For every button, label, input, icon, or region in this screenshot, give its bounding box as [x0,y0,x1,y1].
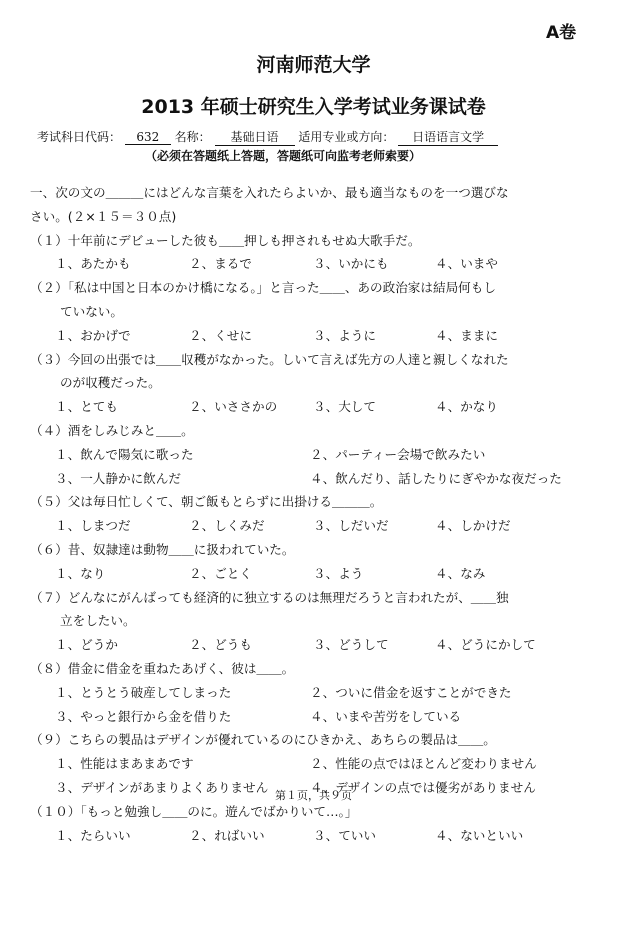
answer-option: １、しまつだ [55,518,131,534]
exam-meta [37,128,498,146]
option-row [30,395,600,419]
answer-option: ３、デザインがあまりよくありません [55,779,269,795]
option-row [30,324,600,348]
answer-option: ４、いまや苦労をしている [310,708,462,724]
question-stem: （４）酒をしみじみと＿＿。 [30,422,194,438]
section-heading-cont: さい。(２×１５＝３０点) [30,208,177,224]
answer-option: ４、どうにかして [435,637,536,653]
answer-option: １、あたかも [55,256,131,272]
question-stem: （１０）「もっと勉強し＿＿のに。遊んでばかりいて…。」 [30,803,358,819]
answer-option: ３、どうして [313,637,389,653]
question-stem: （５）父は毎日忙しくて、朝ご飯もとらずに出掛ける＿＿＿。 [30,494,383,510]
answer-option: ４、なみ [435,565,486,581]
option-row [30,252,600,276]
answer-option: ２、ればいい [189,827,265,843]
question-item [30,586,600,657]
answer-option: ２、ごとく [189,565,252,581]
answer-option: １、とても [55,399,118,415]
answer-option: ２、どうも [189,637,252,653]
question-item [30,800,600,848]
question-item [30,657,600,728]
option-row [30,443,600,467]
exam-title: 2013 年硕士研究生入学考试业务课试卷 [141,96,486,118]
answer-option: ３、ように [313,327,376,343]
answer-option: ２、性能の点ではほとんど変わりません [310,756,537,772]
answer-option: ４、飲んだり、話したりにぎやかな夜だった [310,470,562,486]
option-row [30,705,600,729]
answer-option: ３、よう [313,565,364,581]
answer-option: ３、大して [313,399,376,415]
answer-option: １、飲んで陽気に歌った [55,446,194,462]
code-value: 632 [125,130,171,145]
question-stem: （３）今回の出張では＿＿収穫がなかった。しいて言えば先方の人達と親しくなれた [30,351,509,367]
option-row [30,514,600,538]
answer-option: ２、ついに借金を返すことができた [310,684,512,700]
answer-option: ４、かなり [435,399,498,415]
question-stem-cont: のが収穫だった。 [60,375,161,391]
option-row [30,681,600,705]
question-item [30,229,600,277]
paper-tag: A卷 [546,23,577,43]
answer-option: ３、やっと銀行から金を借りた [55,708,232,724]
question-stem: （８）借金に借金を重ねたあげく、彼は＿＿。 [30,660,295,676]
question-stem-cont: ていない。 [60,303,123,319]
answer-option: ２、いささかの [189,399,278,415]
answer-option: ４、ままに [435,327,498,343]
answer-option: ４、デザインの点では優劣がありません [310,779,536,795]
name-label: 名称： [174,130,211,144]
major-value: 日语语言文学 [398,128,498,146]
answer-option: １、たらいい [55,827,131,843]
question-stem-cont: 立をしたい。 [60,613,136,629]
answer-option: ３、一人静かに飲んだ [55,470,181,486]
question-stem: （２）「私は中国と日本のかけ橋になる。」と言った＿＿、あの政治家は結局何もし [30,280,496,296]
option-row [30,824,600,848]
answer-option: １、おかげで [55,327,131,343]
code-label: 考试科日代码： [37,130,122,144]
name-value: 基础日语 [215,128,295,146]
answer-option: ２、くせに [189,327,252,343]
question-list [30,229,600,848]
question-stem: （７）どんなにがんばっても経済的に独立するのは無理だろうと言われたが、＿＿独 [30,589,509,605]
option-row [30,467,600,491]
answer-option: ２、パーティー会場で飲みたい [310,446,486,462]
section-heading: 一、次の文の＿＿＿にはどんな言葉を入れたらよいか、最も適当なものを一つ選びな [30,185,509,200]
option-row [30,562,600,586]
question-stem: （６）昔、奴隷達は動物＿＿に扱われていた。 [30,541,295,557]
answer-option: ４、いまや [435,256,498,272]
question-item [30,538,600,586]
page-footer: 第１页，共９页 [275,789,352,802]
question-item [30,419,600,490]
answer-option: １、どうか [55,637,118,653]
question-item [30,348,600,419]
university-title: 河南师范大学 [256,54,371,76]
question-stem: （１）十年前にデビューした彼も＿＿押しも押されもせぬ大歌手だ。 [30,232,421,248]
answer-option: １、とうとう破産してしまった [55,684,232,700]
answer-option: ２、まるで [189,256,252,272]
answer-option: ３、しだいだ [313,518,389,534]
question-item [30,276,600,347]
question-stem: （９）こちらの製品はデザインが優れているのにひきかえ、あちらの製品は＿＿。 [30,732,496,748]
answer-option: ４、ないといい [435,827,524,843]
option-row [30,633,600,657]
answer-option: １、性能はまあまあです [55,756,194,772]
answer-option: ４、しかけだ [435,518,511,534]
answer-option: ３、ていい [313,827,376,843]
answer-option: １、なり [55,565,106,581]
answer-note: （必须在答题纸上答题，答题纸可向监考老师索要） [145,149,422,163]
question-item [30,490,600,538]
answer-option: ２、しくみだ [189,518,265,534]
answer-option: ３、いかにも [313,256,389,272]
major-label: 适用专业或方向： [298,130,395,144]
exam-body [30,181,600,847]
option-row [30,752,600,776]
